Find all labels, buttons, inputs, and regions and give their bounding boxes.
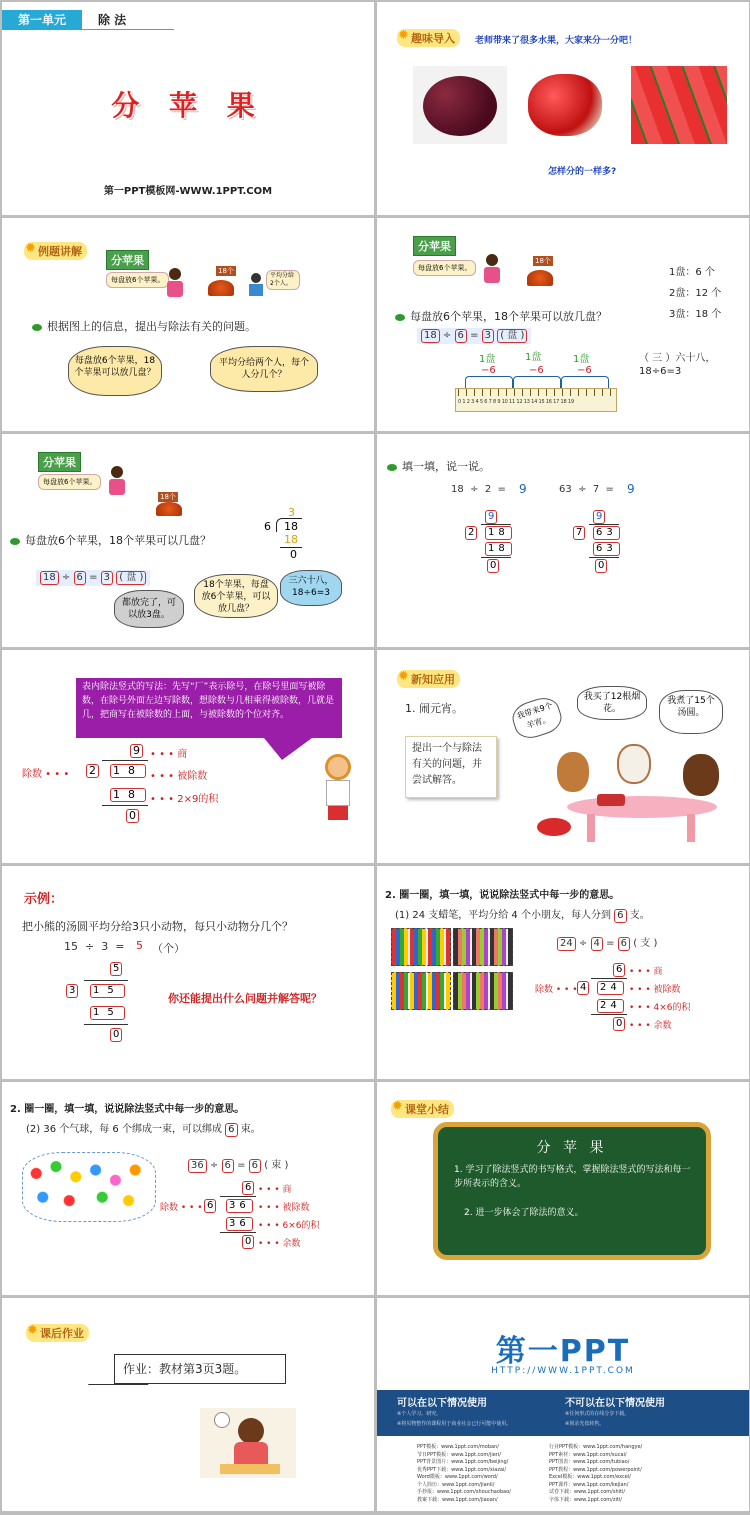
crayons-image — [391, 928, 515, 1012]
label-shang: • • • 商 — [150, 749, 188, 760]
intro-tag: ✹ 趣味导入 — [397, 29, 460, 47]
prompt-text: 填一填，说一说。 — [402, 460, 490, 473]
exercise-sub — [26, 1120, 261, 1137]
jump-minus-3: −6 — [577, 365, 592, 376]
slide-8[interactable] — [377, 650, 749, 863]
a-dividend: 18 — [485, 526, 512, 540]
sub-answer: 6 — [225, 1123, 237, 1137]
b-remainder: 0 — [595, 559, 607, 573]
can-1: ※个人学习、研究。 — [397, 1411, 442, 1417]
b-divisor: 7 — [573, 526, 585, 540]
equation-a-answer: 9 — [519, 482, 527, 496]
item-title: 1. 闹元宵。 — [405, 702, 463, 715]
label-yu: • • • 余数 — [629, 1021, 672, 1031]
slide-5[interactable] — [2, 434, 374, 647]
site-text: 第一PPT模板网-WWW.1PPT.COM — [103, 186, 273, 197]
div-quotient: 3 — [288, 506, 295, 519]
eq-unit: ( 束 ) — [264, 1160, 289, 1171]
label-divisor: 除数 • • • — [535, 985, 578, 995]
link-left-2[interactable]: 节日PPT模板：www.1ppt.com/jieri/ — [417, 1451, 501, 1458]
eq-divisor: 6 — [74, 571, 86, 585]
plate-line-1: 1盘：6 个 — [669, 267, 715, 278]
slide-9[interactable] — [2, 866, 374, 1079]
division-a — [465, 510, 525, 576]
label-bei: • • • 被除数 — [258, 1203, 310, 1213]
sub-text-1: (1) 24 支蜡笔，平均分给 4 个小朋友，每人分到 — [395, 910, 611, 921]
usage-banner — [377, 1390, 749, 1436]
label-divisor: 除数 • • • — [22, 769, 70, 780]
eq-answer: 6 — [618, 937, 630, 951]
chalkboard — [433, 1122, 711, 1260]
girl-figure — [481, 254, 503, 284]
equation-b: 63 ÷ 7 = — [559, 484, 614, 495]
mini-scene-text-1: 每盘放6个苹果。 — [413, 260, 476, 276]
sub-answer: 6 — [614, 909, 626, 923]
exercise-title: 2. 圈一圈，填一填，说说除法竖式中每一步的意思。 — [10, 1104, 245, 1115]
b-quotient: 9 — [593, 510, 605, 524]
lychee-image — [524, 66, 606, 144]
girl-figure — [106, 466, 128, 496]
product: 18 — [110, 788, 146, 802]
teacher-figure — [318, 754, 358, 826]
equation — [188, 1156, 288, 1173]
slide-13[interactable] — [2, 1298, 374, 1511]
sub-text-1: (2) 36 个气球，每 6 个绑成一束，可以绑成 — [26, 1124, 222, 1135]
slide-4[interactable] — [377, 218, 749, 431]
eq-answer: 6 — [249, 1159, 261, 1173]
link-right-1[interactable]: 行业PPT模板：www.1ppt.com/hangye/ — [549, 1444, 643, 1450]
girl-figure — [164, 268, 186, 298]
thought-cloud-2: 平均分给两个人，每个人分几个？ — [210, 346, 318, 392]
link-left-8[interactable]: 教案下载：www.1ppt.com/jiaoan/ — [417, 1496, 498, 1503]
remainder: 0 — [613, 1017, 625, 1031]
label-yu: • • • 余数 — [258, 1239, 301, 1249]
unit-bar — [2, 10, 174, 30]
links-right — [549, 1444, 642, 1504]
link-right-5[interactable]: Excel模板：www.1ppt.com/excel/ — [549, 1474, 631, 1480]
link-right-2[interactable]: PPT素材：www.1ppt.com/sucai/ — [549, 1451, 627, 1458]
sub-text-2: 束。 — [240, 1124, 261, 1135]
prompt-line — [387, 458, 490, 474]
equation-a: 18 ÷ 2 = — [451, 484, 506, 495]
ex-divisor: 3 — [66, 984, 78, 998]
jump-minus-1: −6 — [481, 365, 496, 376]
b-dividend: 63 — [593, 526, 620, 540]
ruler-numbers: 0 1 2 3 4 5 6 7 8 9 10 11 12 13 14 15 16 17 18 19 — [458, 399, 574, 405]
mini-scene-text-2: 18个 — [218, 267, 234, 275]
slide-title: 分 苹 果 — [111, 89, 265, 122]
label-bei: • • • 被除数 — [150, 771, 208, 782]
note-pointer — [264, 738, 312, 760]
eq-unit: ( 盘 ) — [497, 329, 527, 343]
example-answer: 5 — [136, 939, 143, 952]
eq-dividend: 18 — [421, 329, 440, 343]
eq-answer: 3 — [482, 329, 494, 343]
slide-6[interactable] — [377, 434, 749, 647]
green-bullet-icon — [10, 538, 20, 545]
slide-1[interactable] — [2, 2, 374, 215]
example-unit: （个） — [152, 942, 185, 955]
thought-cloud-2: 18个苹果，每盘放6个苹果，可以放几盘？ — [194, 574, 278, 618]
example-tag: ✹ 例题讲解 — [24, 242, 87, 260]
green-bullet-icon — [387, 464, 397, 471]
link-right-7[interactable]: 试卷下载：www.1ppt.com/shiti/ — [549, 1489, 626, 1495]
label-ji: • • • 6×6的积 — [258, 1221, 320, 1231]
exercise-sub — [395, 906, 650, 923]
slide-7[interactable] — [2, 650, 374, 863]
mini-scene-text-3: 平均分给2个人。 — [266, 270, 300, 290]
thought-cloud-3: 三六十八，18÷6=3 — [280, 570, 342, 606]
div-remainder: 0 — [290, 548, 297, 561]
unit-label: 第一单元 — [2, 10, 82, 30]
equation-b-answer: 9 — [627, 482, 635, 496]
speech-bubble-1: 我带来9个羊宵。 — [509, 693, 566, 742]
ex-dividend: 15 — [90, 984, 125, 998]
eq-dividend: 36 — [188, 1159, 207, 1173]
remainder: 0 — [126, 809, 139, 823]
question-text: 每盘放6个苹果，18个苹果可以几盘？ — [25, 534, 211, 547]
link-right-8[interactable]: 字体下载：www.1ppt.com/ziti/ — [549, 1496, 622, 1503]
eq-dividend: 24 — [557, 937, 576, 951]
grapes-image — [413, 66, 507, 144]
board-point-2: 2. 进一步体会了除法的意义。 — [464, 1208, 584, 1218]
question-text: 怎样分的一样多? — [548, 167, 617, 177]
mini-scene-text-1: 每盘放6个苹果。 — [38, 474, 101, 490]
cannot-2: ※刻录光盘转售。 — [565, 1421, 605, 1427]
eq-op: ÷ — [61, 572, 71, 583]
prompt-text: 根据图上的信息，提出与除法有关的问题。 — [47, 320, 256, 333]
slide-2[interactable] — [377, 2, 749, 215]
eq-equals: = — [237, 1160, 246, 1171]
note-text — [639, 352, 715, 378]
homework-tag: ✹ 课后作业 — [26, 1324, 89, 1342]
slide-3[interactable] — [2, 218, 374, 431]
task-card: 提出一个与除法有关的问题，并尝试解答。 — [405, 736, 497, 798]
apple-badge: 分苹果 — [38, 452, 81, 472]
label-ji: • • • 2×9的积 — [150, 794, 219, 805]
link-right-6[interactable]: PPT课件：www.1ppt.com/kejian/ — [549, 1481, 629, 1488]
apply-tag: ✹ 新知应用 — [397, 670, 460, 688]
sub-text-2: 支。 — [629, 910, 650, 921]
balloons-image — [22, 1152, 156, 1222]
dividend: 18 — [110, 764, 146, 778]
eq-divisor: 6 — [455, 329, 467, 343]
quotient: 6 — [613, 963, 625, 977]
eq-divisor: 6 — [222, 1159, 234, 1173]
exercise-title: 2. 圈一圈，填一填，说说除法竖式中每一步的意思。 — [385, 890, 620, 901]
mini-scene-text-2: 18个 — [535, 257, 551, 265]
long-division — [260, 506, 310, 562]
slide-11[interactable] — [2, 1082, 374, 1295]
ppt-logo: 第一PPT — [495, 1334, 631, 1369]
intro-text: 老师带来了很多水果，大家来分一分吧！ — [475, 36, 638, 46]
jump-label-3: 1盘 — [573, 354, 590, 365]
example-division — [64, 962, 134, 1046]
speech-bubble-2: 我买了12根烟花。 — [577, 686, 647, 720]
prompt-line — [32, 318, 256, 334]
link-left-3[interactable]: PPT背景图片：www.1ppt.com/beijing/ — [417, 1459, 509, 1465]
cannot-1: ※任何形式的在线分享下载。 — [565, 1411, 630, 1417]
slide-10[interactable] — [377, 866, 749, 1079]
callout-pointer — [75, 1384, 148, 1400]
link-right-4[interactable]: PPT教程：www.1ppt.com/powerpoint/ — [549, 1466, 642, 1473]
product: 24 — [597, 999, 624, 1013]
green-bullet-icon — [32, 324, 42, 331]
example-title: 示例： — [24, 892, 64, 907]
logo-url: HTTP://WWW.1PPT.COM — [491, 1366, 635, 1376]
speech-bubble-3: 我煮了15个汤圆。 — [659, 690, 723, 734]
label-ji: • • • 4×6的积 — [629, 1003, 691, 1013]
eq-answer: 3 — [101, 571, 113, 585]
dividend: 36 — [226, 1199, 253, 1213]
plate-line-3: 3盘：18 个 — [669, 309, 722, 320]
apple-pile — [527, 270, 553, 286]
divisor: 4 — [577, 981, 589, 995]
ex-product: 15 — [90, 1006, 125, 1020]
eq-dividend: 18 — [40, 571, 59, 585]
example-question: 把小熊的汤圆平均分给3只小动物，每只小动物分几个？ — [22, 920, 293, 933]
link-left-7[interactable]: 手抄报：www.1ppt.com/shouchaobao/ — [417, 1489, 511, 1495]
divisor: 6 — [204, 1199, 216, 1213]
number-ruler — [455, 388, 617, 412]
label-shang: • • • 商 — [258, 1185, 292, 1195]
eq-unit: ( 盘 ) — [116, 571, 146, 585]
animals-table-scene — [537, 744, 733, 844]
apple-pile — [208, 280, 234, 296]
cannot-title: 不可以在以下情况使用 — [565, 1398, 665, 1409]
topic-label: 除 法 — [98, 13, 127, 27]
remainder: 0 — [242, 1235, 254, 1249]
product: 36 — [226, 1217, 253, 1231]
div-product: 18 — [284, 533, 298, 546]
mini-scene-text-1: 每盘放6个苹果。 — [106, 272, 169, 288]
link-left-6[interactable]: 个人简历：www.1ppt.com/jianli/ — [417, 1481, 495, 1488]
eq-op: ÷ — [578, 938, 588, 949]
watermelon-image — [631, 66, 727, 144]
eq-op: ÷ — [442, 330, 452, 341]
dividend: 24 — [597, 981, 624, 995]
apple-badge: 分苹果 — [413, 236, 456, 256]
question-text: 每盘放6个苹果，18个苹果可以放几盘？ — [410, 310, 607, 323]
student-figure — [200, 1408, 296, 1478]
label-shang: • • • 商 — [629, 967, 663, 977]
equation — [417, 328, 531, 344]
green-bullet-icon — [395, 314, 405, 321]
question-line — [10, 532, 211, 548]
ex-remainder: 0 — [110, 1028, 122, 1042]
board-point-1: 1. 学习了除法竖式的书写格式，掌握除法竖式的写法和每一步所表示的含义。 — [454, 1165, 691, 1189]
div-divisor: 6 — [264, 520, 271, 533]
eq-equals: = — [606, 938, 615, 949]
link-left-4[interactable]: 优秀PPT下载：www.1ppt.com/xiazai/ — [417, 1466, 507, 1473]
jump-label-2: 1盘 — [525, 352, 542, 363]
a-quotient: 9 — [485, 510, 497, 524]
eq-unit: ( 支 ) — [633, 938, 658, 949]
div-dividend: 18 — [284, 520, 298, 533]
thought-cloud-1: 每盘放6个苹果，18个苹果可以放几盘？ — [68, 346, 162, 396]
apple-pile — [156, 502, 182, 516]
link-right-3[interactable]: PPT图表：www.1ppt.com/tubiao/ — [549, 1459, 630, 1465]
link-left-5[interactable]: Word模板：www.1ppt.com/word/ — [417, 1474, 498, 1480]
jump-arcs — [465, 376, 615, 388]
note-line-2: 18÷6=3 — [639, 366, 682, 377]
eq-divisor: 4 — [591, 937, 603, 951]
boy-figure — [248, 273, 264, 297]
divisor: 2 — [86, 764, 99, 778]
quotient: 9 — [130, 744, 143, 758]
slide-14[interactable] — [377, 1298, 749, 1511]
links-left — [417, 1444, 511, 1504]
apple-badge: 分苹果 — [106, 250, 149, 270]
eq-op: ÷ — [209, 1160, 219, 1171]
link-left-1[interactable]: PPT模板：www.1ppt.com/moban/ — [417, 1444, 499, 1450]
summary-tag: ✹ 课堂小结 — [391, 1100, 454, 1118]
equation — [557, 934, 657, 951]
a-divisor: 2 — [465, 526, 477, 540]
plate-line-2: 2盘：12 个 — [669, 288, 722, 299]
jump-minus-2: −6 — [529, 365, 544, 376]
a-remainder: 0 — [487, 559, 499, 573]
slide-12[interactable] — [377, 1082, 749, 1295]
can-title: 可以在以下情况使用 — [397, 1398, 487, 1409]
more-question: 你还能提出什么问题并解答呢？ — [168, 992, 322, 1005]
example-equation: 15 ÷ 3 = — [64, 940, 125, 953]
quotient: 6 — [242, 1181, 254, 1195]
division-b — [573, 510, 633, 576]
jump-label-1: 1盘 — [479, 354, 496, 365]
eq-equals: = — [89, 572, 98, 583]
homework-box: 作业：教材第3页3题。 — [114, 1354, 286, 1384]
note-line-1: （ 三 ）六十八， — [639, 353, 716, 364]
label-divisor: 除数 • • • — [160, 1203, 203, 1213]
thought-cloud-1: 都放完了，可以放3盘。 — [114, 590, 184, 628]
equation — [36, 570, 150, 586]
eq-equals: = — [470, 330, 479, 341]
plate-list — [669, 262, 721, 325]
a-product: 18 — [485, 542, 512, 556]
rule-note: 表内除法竖式的写法：先写“厂”表示除号，在除号里面写被除数，在除号外面左边写除数，想除数与几相乘得被除数，几就是几，把商写在被除数的上面，与被除数的个位对齐。 — [76, 678, 342, 738]
question-line — [395, 308, 607, 324]
label-bei: • • • 被除数 — [629, 985, 681, 995]
mini-scene-text-2: 18个 — [160, 493, 176, 501]
b-product: 63 — [593, 542, 620, 556]
ex-quotient: 5 — [110, 962, 122, 976]
board-title: 分 苹 果 — [536, 1140, 608, 1156]
can-2: ※将贝物整作的课程用于商业社会已行可能中使用。 — [397, 1421, 512, 1427]
